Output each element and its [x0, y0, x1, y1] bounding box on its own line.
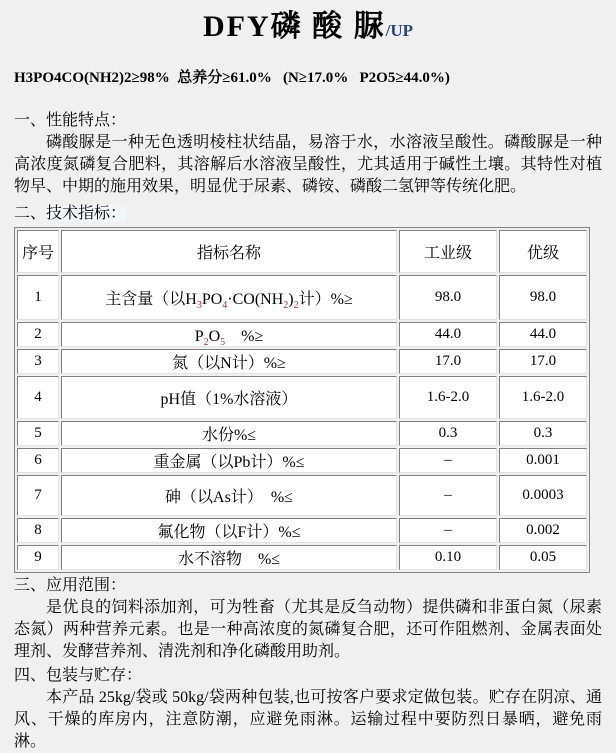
row-number: 4 — [17, 376, 59, 419]
table-header-row — [17, 230, 587, 273]
product-code-suffix: /UP — [385, 21, 414, 40]
premium-grade-value: 44.0 — [499, 322, 587, 347]
section-body-applications: 是优良的饲料添加剂，可为牲畜（尤其是反刍动物）提供磷和非蛋白氮（尿素态氮）两种营养元素。也是一种高浓度的氮磷复合肥，还可作阻燃剂、金属表面处理剂、发酵营养剂、清洗剂和净化磷酸用助剂。 — [14, 599, 602, 660]
table-row — [17, 545, 587, 570]
row-number: 9 — [17, 545, 59, 570]
premium-grade-value: 1.6-2.0 — [499, 376, 587, 419]
indicator-name: 氟化物（以F计）%≤ — [61, 518, 397, 543]
industrial-grade-value: 44.0 — [399, 322, 497, 347]
row-number: 8 — [17, 518, 59, 543]
section-heading-specs — [14, 203, 602, 225]
chemical-subscript: 4 — [222, 300, 228, 312]
row-number: 6 — [17, 448, 59, 473]
indicator-name: 水不溶物 %≤ — [61, 545, 397, 570]
premium-grade-value: 17.0 — [499, 349, 587, 374]
spec-table-body — [17, 275, 587, 570]
indicator-name: 砷（以As计） %≤ — [61, 475, 397, 516]
table-row — [17, 448, 587, 473]
premium-grade-value: 0.3 — [499, 421, 587, 446]
industrial-grade-value: 1.6-2.0 — [399, 376, 497, 419]
industrial-grade-value: – — [399, 518, 497, 543]
industrial-grade-value: 0.3 — [399, 421, 497, 446]
row-number: 2 — [17, 322, 59, 347]
page-title — [14, 6, 602, 52]
row-number: 7 — [17, 475, 59, 516]
row-number: 3 — [17, 349, 59, 374]
formula-line: H3PO4CO(NH2)2≥98% 总养分≥61.0% (N≥17.0% P2O5≥44.0%) — [14, 70, 450, 86]
section-body-performance: 磷酸脲是一种无色透明棱柱状结晶，易溶于水，水溶液呈酸性。磷酸脲是一种高浓度氮磷复合肥料，其溶解后水溶液呈酸性，尤其适用于碱性土壤。其特性对植物早、中期的施用效果，明显优于尿素、磷铵、磷酸二氢钾等传统化肥。 — [14, 134, 602, 195]
indicator-name: 水份%≤ — [61, 421, 397, 446]
industrial-grade-value: 17.0 — [399, 349, 497, 374]
industrial-grade-value: 98.0 — [399, 275, 497, 320]
chemical-subscript: 2 — [293, 300, 299, 312]
chemical-subscript: 2 — [203, 337, 209, 347]
premium-grade-value: 0.05 — [499, 545, 587, 570]
premium-grade-value: 0.001 — [499, 448, 587, 473]
section-title-highlighted: 技术指标： — [46, 205, 127, 222]
industrial-grade-value: – — [399, 448, 497, 473]
col-header-premium: 优级 — [499, 230, 587, 273]
product-name: DFY磷 酸 脲 — [202, 10, 386, 43]
col-header-indicator: 指标名称 — [61, 230, 397, 273]
table-row — [17, 322, 587, 347]
chemical-subscript: 5 — [220, 337, 226, 347]
col-header-industrial: 工业级 — [399, 230, 497, 273]
industrial-grade-value: – — [399, 475, 497, 516]
table-row — [17, 421, 587, 446]
table-row — [17, 275, 587, 320]
section-heading-packaging: 四、包装与贮存： — [14, 667, 143, 684]
industrial-grade-value: 0.10 — [399, 545, 497, 570]
chemical-subscript: 3 — [196, 300, 202, 312]
indicator-name: pH值（1%水溶液） — [61, 376, 397, 419]
indicator-name: $P_2O_5$ %≥ — [61, 322, 397, 347]
premium-grade-value: 98.0 — [499, 275, 587, 320]
spec-table-header — [17, 230, 587, 273]
row-number: 5 — [17, 421, 59, 446]
indicator-name: 氮（以N计）%≥ — [61, 349, 397, 374]
premium-grade-value: 0.002 — [499, 518, 587, 543]
table-row — [17, 349, 587, 374]
table-row — [17, 518, 587, 543]
spec-table — [14, 227, 590, 573]
table-row — [17, 376, 587, 419]
premium-grade-value: 0.0003 — [499, 475, 587, 516]
indicator-name: 重金属（以Pb计）%≤ — [61, 448, 397, 473]
section-body-packaging: 本产品 25kg/袋或 50kg/袋两种包装,也可按客户要求定做包装。贮存在阴凉、通风、干燥的库房内，注意防潮，应避免雨淋。运输过程中要防烈日暴晒，避免雨淋。 — [14, 689, 602, 750]
row-number: 1 — [17, 275, 59, 320]
table-row — [17, 475, 587, 516]
col-header-no: 序号 — [17, 230, 59, 273]
indicator-name: 主含量（以$H_3PO_4\cdot CO(NH_2)_2$计）%≥ — [61, 275, 397, 320]
section-number: 二、 — [14, 205, 47, 222]
section-heading-performance: 一、性能特点： — [14, 112, 127, 129]
section-heading-applications: 三、应用范围： — [14, 577, 127, 594]
chemical-subscript: 2 — [283, 300, 289, 312]
